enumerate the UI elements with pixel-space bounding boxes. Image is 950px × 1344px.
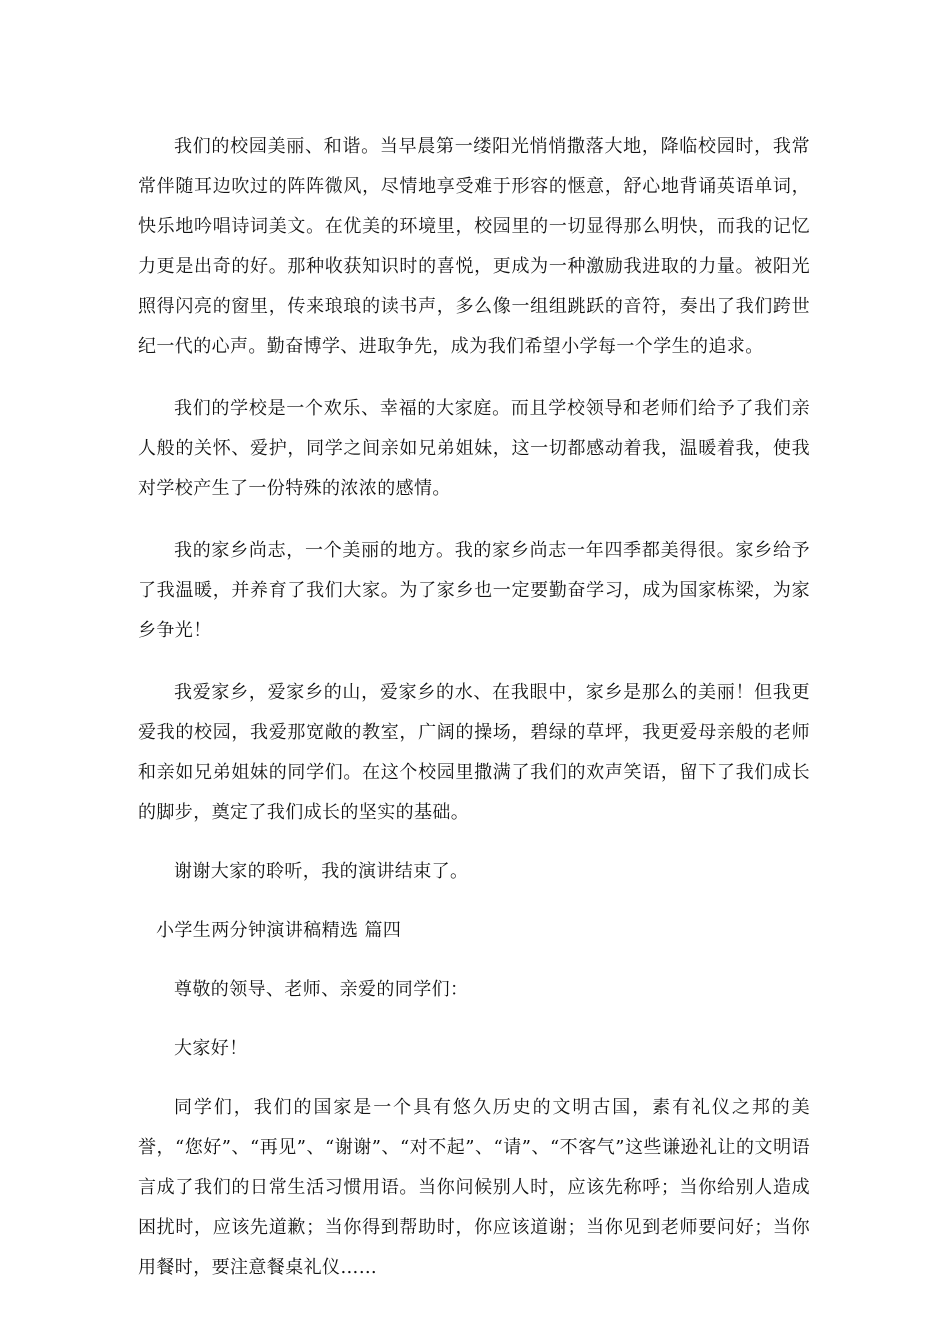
section-heading: 小学生两分钟演讲稿精选 篇四: [156, 920, 402, 941]
paragraph-hello: 大家好！: [174, 1038, 248, 1059]
paragraph-campus: 我们的校园美丽、和谐。当早晨第一缕阳光悄悄撒落大地，降临校园时，我常常伴随耳边吹过的阵阵微风，尽情地享受难于形容的惬意，舒心地背诵英语单词，快乐地吟唱诗词美文。在优美的环境里，校园里的一切显得那么明快，而我的记忆力更是出奇的好。那种收获知识时的喜悦，更成为一种激励我进取的力量。被阳光照得闪亮的窗里，传来琅琅的读书声，多么像一组组跳跃的音符，奏出了我们跨世纪一代的心声。勤奋博学、进取争先，成为我们希望小学每一个学生的追求。: [138, 136, 810, 357]
paragraph-school-family: 我们的学校是一个欢乐、幸福的大家庭。而且学校领导和老师们给予了我们亲人般的关怀、爱护，同学之间亲如兄弟姐妹，这一切都感动着我，温暖着我，使我对学校产生了一份特殊的浓浓的感情。: [138, 398, 810, 499]
paragraph-hometown: 我的家乡尚志，一个美丽的地方。我的家乡尚志一年四季都美得很。家乡给予了我温暖，并养育了我们大家。为了家乡也一定要勤奋学习，成为国家栋梁，为家乡争光！: [138, 540, 810, 641]
paragraph-love-hometown: 我爱家乡，爱家乡的山，爱家乡的水、在我眼中，家乡是那么的美丽！但我更爱我的校园，我爱那宽敞的教室，广阔的操场，碧绿的草坪，我更爱母亲般的老师和亲如兄弟姐妹的同学们。在这个校园里撒满了我们的欢声笑语，留下了我们成长的脚步，奠定了我们成长的坚实的基础。: [138, 682, 810, 823]
paragraph-greeting-audience: 尊敬的领导、老师、亲爱的同学们：: [174, 979, 469, 1000]
paragraph-etiquette: 同学们，我们的国家是一个具有悠久历史的文明古国，素有礼仪之邦的美誉，“您好”、“再见”、“谢谢”、“对不起”、“请”、“不客气”这些谦逊礼让的文明语言成了我们的日常生活习惯用语。当你问候别人时，应该先称呼；当你给别人造成困扰时，应该先道歉；当你得到帮助时，你应该道谢；当你见到老师要问好；当你用餐时，要注意餐桌礼仪……: [138, 1097, 810, 1278]
paragraph-closing: 谢谢大家的聆听，我的演讲结束了。: [174, 861, 469, 882]
document-body: [138, 127, 810, 1288]
